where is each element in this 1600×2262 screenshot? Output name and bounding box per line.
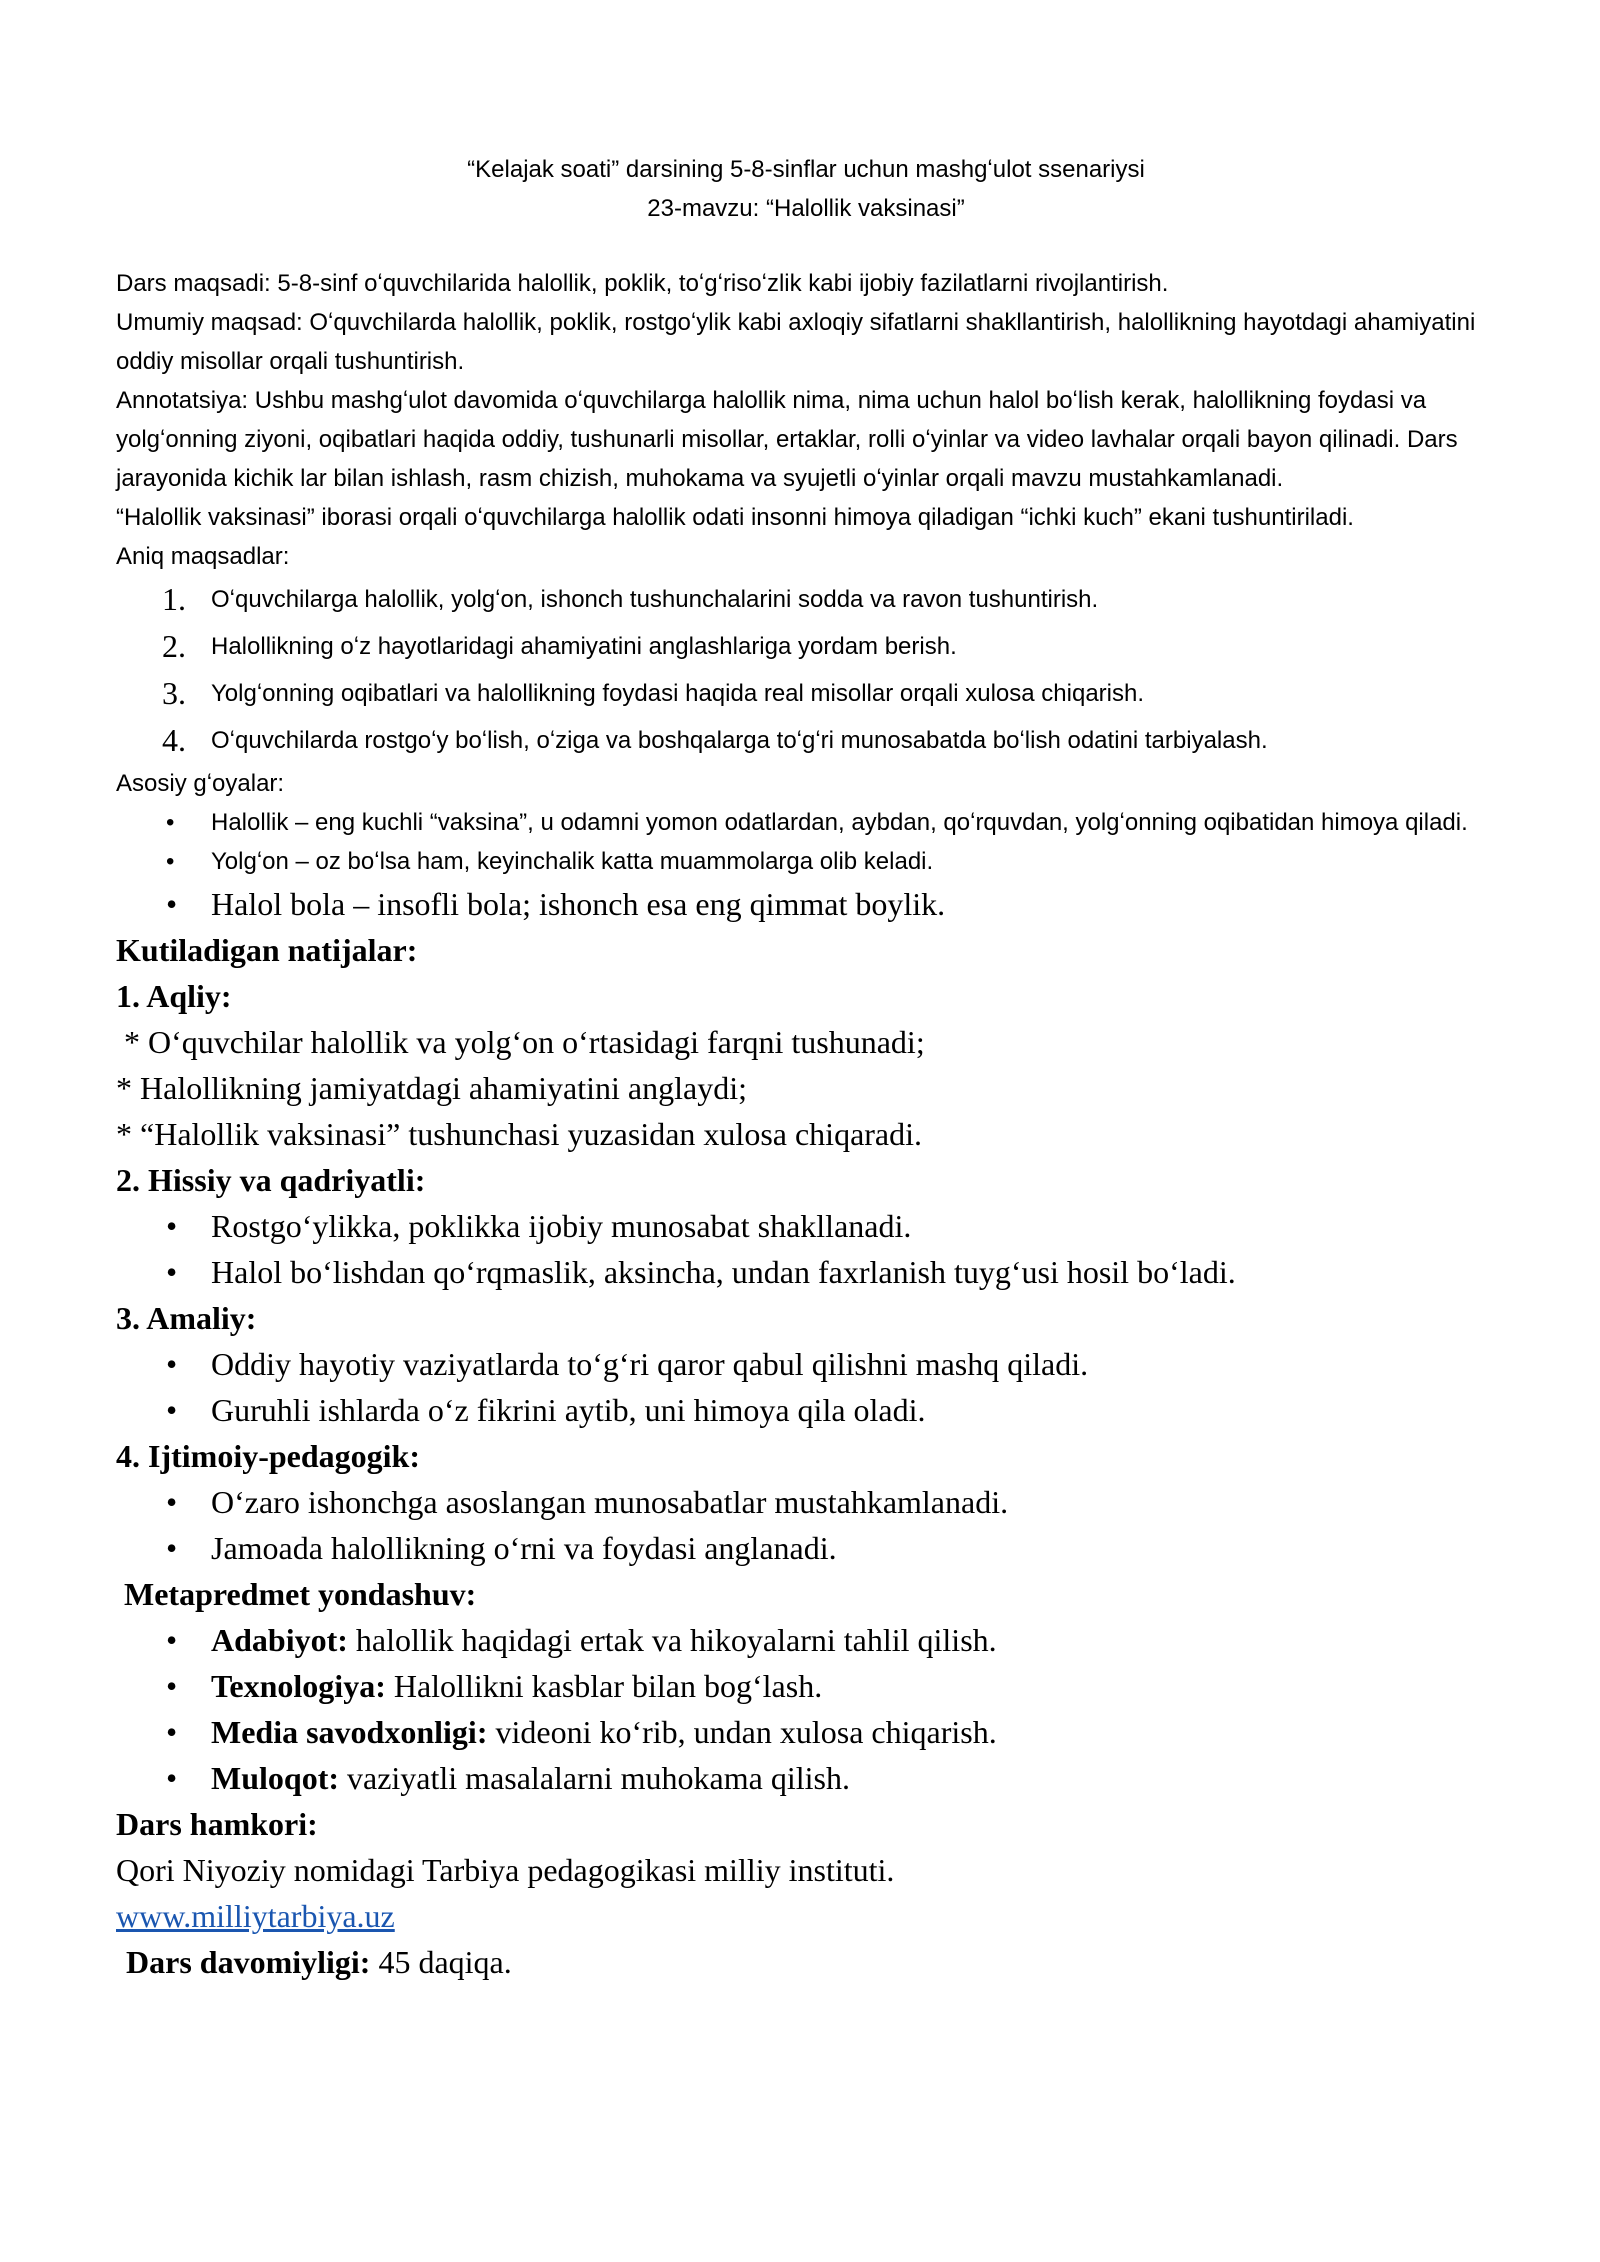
list-item-text: Halol bola – insofli bola; ishonch esa eng qimmat boylik. [211,886,946,922]
list-item-text: Halol boʻlishdan qoʻrqmaslik, aksincha, undan faxrlanish tuygʻusi hosil boʻladi. [211,1254,1236,1290]
partner-link[interactable]: www.milliytarbiya.uz [116,1898,395,1934]
document-page [116,150,1496,1985]
list-item-text: Oddiy hayotiy vaziyatlarda toʻgʻri qaror qabul qilishni mashq qiladi. [211,1346,1089,1382]
list-item [116,1341,1496,1387]
list-item [116,881,1496,927]
list-item-text: Oʻquvchilarga halollik, yolgʻon, ishonch tushunchalarini sodda va ravon tushuntirish. [211,586,1099,613]
bullet-icon: • [166,1668,178,1704]
emotional-list [116,1203,1496,1295]
bullet-icon: • [166,1208,178,1244]
cognitive-line: * Halollikning jamiyatdagi ahamiyatini anglaydi; [116,1070,747,1106]
list-item [116,717,1496,764]
outcomes-heading: Kutiladigan natijalar: [116,932,418,968]
list-item-text: Oʻzaro ishonchga asoslangan munosabatlar mustahkamlanadi. [211,1484,1009,1520]
list-number: 2. [162,628,186,664]
specific-goals-label: Aniq maqsadlar: [116,543,290,570]
social-heading: 4. Ijtimoiy-pedagogik: [116,1438,420,1474]
list-item [116,1525,1496,1571]
topic-title: 23-mavzu: “Halollik vaksinasi” [647,195,965,222]
meta-label: Texnologiya: [211,1668,386,1704]
partner-link-line [116,1893,1496,1939]
bullet-icon: • [166,1484,178,1520]
meta-text: Halollikni kasblar bilan bogʻlash. [385,1668,823,1704]
list-item [116,1387,1496,1433]
bullet-icon: • [166,1760,178,1796]
bullet-icon: • [166,1714,178,1750]
bullet-icon: • [166,848,175,875]
main-ideas-list [116,803,1496,881]
list-item [116,1663,1496,1709]
list-item-text: Rostgoʻylikka, poklikka ijobiy munosabat shakllanadi. [211,1208,912,1244]
main-ideas-list-serif [116,881,1496,927]
list-number: 3. [162,675,186,711]
partner-name: Qori Niyoziy nomidagi Tarbiya pedagogikasi milliy instituti. [116,1852,895,1888]
meta-label: Adabiyot: [211,1622,348,1658]
meta-label: Muloqot: [211,1760,339,1796]
meta-label: Media savodxonligi: [211,1714,488,1750]
meta-text: vaziyatli masalalarni muhokama qilish. [339,1760,850,1796]
cognitive-line: * “Halollik vaksinasi” tushunchasi yuzasidan xulosa chiqaradi. [116,1116,923,1152]
bullet-icon: • [166,1254,178,1290]
list-item [116,1249,1496,1295]
list-item [116,1755,1496,1801]
list-item-text: Guruhli ishlarda oʻz fikrini aytib, uni himoya qila oladi. [211,1392,926,1428]
list-item-text: Halollikning oʻz hayotlaridagi ahamiyatini anglashlariga yordam berish. [211,633,957,660]
general-goal: Umumiy maqsad: Oʻquvchilarda halollik, poklik, rostgoʻylik kabi axloqiy sifatlarni shakllantirish, halollikning hayotdagi ahamiyatini oddiy misollar orqali tushuntirish. [116,309,1476,375]
list-item [116,1203,1496,1249]
duration-line [116,1939,1496,1985]
list-item [116,623,1496,670]
list-item [116,842,1496,881]
bullet-icon: • [166,886,178,922]
specific-goals-list [116,576,1496,764]
duration-value: 45 daqiqa. [370,1944,512,1980]
practical-list [116,1341,1496,1433]
bullet-icon: • [166,1346,178,1382]
list-number: 1. [162,581,186,617]
list-item-text: Oʻquvchilarda rostgoʻy boʻlish, oʻziga va boshqalarga toʻgʻri munosabatda boʻlish odatini tarbiyalash. [211,727,1268,754]
cognitive-heading: 1. Aqliy: [116,978,232,1014]
list-item-text: Yolgʻon – oz boʻlsa ham, keyinchalik katta muammolarga olib keladi. [211,848,934,875]
practical-heading: 3. Amaliy: [116,1300,257,1336]
list-item [116,576,1496,623]
list-number: 4. [162,722,186,758]
list-item [116,670,1496,717]
lesson-goal: Dars maqsadi: 5-8-sinf oʻquvchilarida halollik, poklik, toʻgʻrisoʻzlik kabi ijobiy fazilatlarni rivojlantirish. [116,270,1169,297]
list-item-text: Halollik – eng kuchli “vaksina”, u odamni yomon odatlardan, aybdan, qoʻrquvdan, yolgʻonning oqibatidan himoya qiladi. [211,809,1468,836]
list-item-text: Yolgʻonning oqibatlari va halollikning foydasi haqida real misollar orqali xulosa chiqarish. [211,680,1144,707]
meta-heading: Metapredmet yondashuv: [116,1576,477,1612]
list-item-text: Jamoada halollikning oʻrni va foydasi anglanadi. [211,1530,837,1566]
vaccine-note: “Halollik vaksinasi” iborasi orqali oʻquvchilarga halollik odati insonni himoya qiladigan “ichki kuch” ekani tushuntiriladi. [116,504,1354,531]
social-list [116,1479,1496,1571]
partner-heading: Dars hamkori: [116,1806,318,1842]
emotional-heading: 2. Hissiy va qadriyatli: [116,1162,426,1198]
cognitive-line: * Oʻquvchilar halollik va yolgʻon oʻrtasidagi farqni tushunadi; [116,1024,925,1060]
spacer [116,228,1496,264]
document-title: “Kelajak soati” darsining 5-8-sinflar uchun mashgʻulot ssenariysi [467,156,1145,183]
bullet-icon: • [166,1622,178,1658]
meta-text: halollik haqidagi ertak va hikoyalarni tahlil qilish. [347,1622,997,1658]
bullet-icon: • [166,1530,178,1566]
bullet-icon: • [166,809,175,836]
list-item [116,1479,1496,1525]
list-item [116,803,1496,842]
bullet-icon: • [166,1392,178,1428]
annotation: Annotatsiya: Ushbu mashgʻulot davomida oʻquvchilarga halollik nima, nima uchun halol boʻlish kerak, halollikning foydasi va yolgʻonning ziyoni, oqibatlari haqida oddiy, tushunarli misollar, ertaklar, rolli oʻyinlar va video lavhalar orqali bayon qilinadi. Dars jarayonida kichik lar bilan ishlash, rasm chizish, muhokama va syujetli oʻyinlar orqali mavzu mustahkamlanadi. [116,387,1458,492]
meta-text: videoni koʻrib, undan xulosa chiqarish. [487,1714,997,1750]
main-ideas-label: Asosiy gʻoyalar: [116,770,285,797]
list-item [116,1617,1496,1663]
duration-label: Dars davomiyligi: [126,1944,371,1980]
meta-list [116,1617,1496,1801]
list-item [116,1709,1496,1755]
